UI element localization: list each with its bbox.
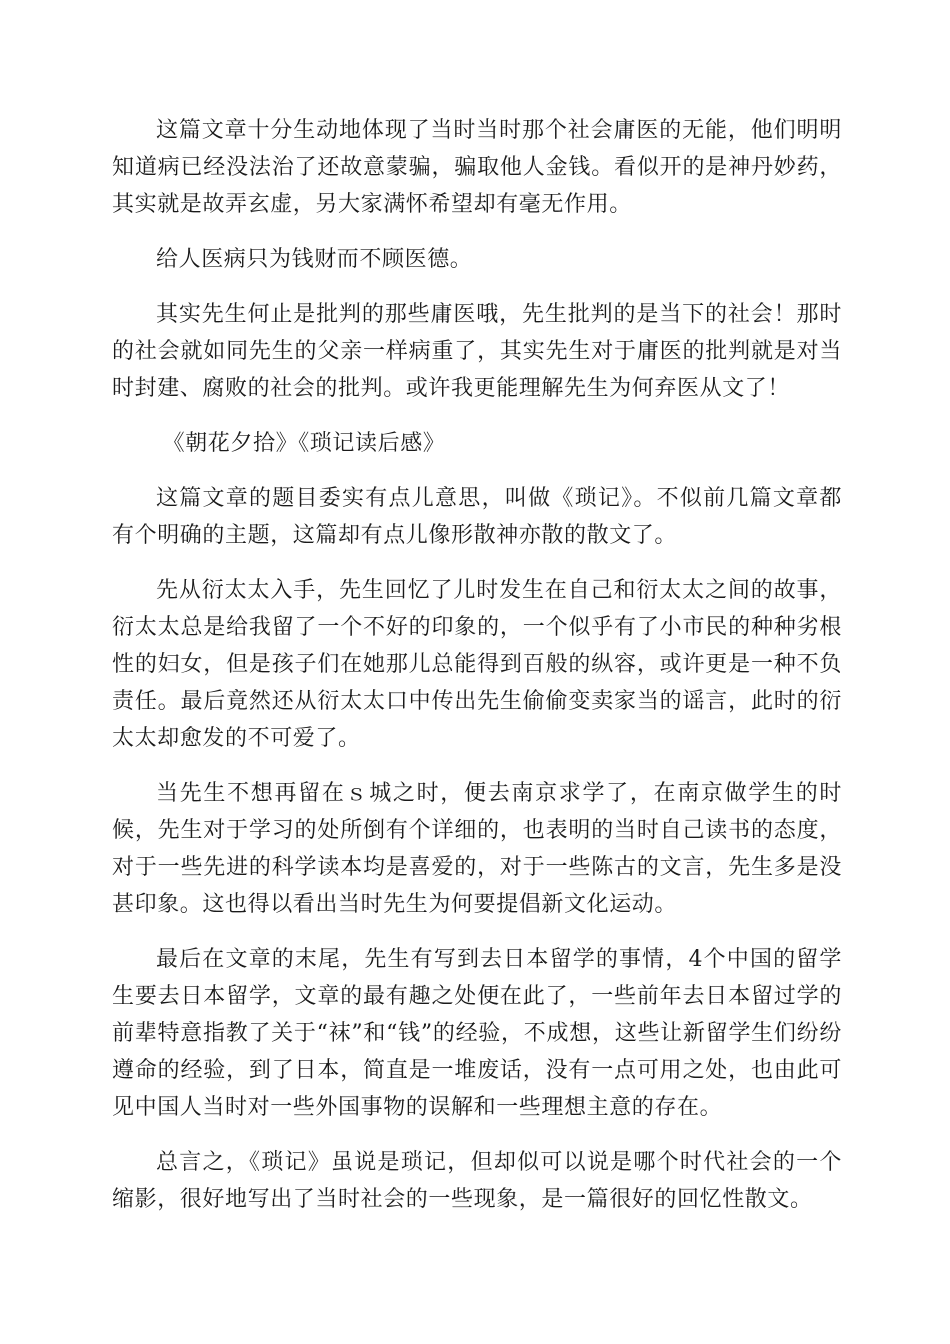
paragraph: 最后在文章的末尾，先生有写到去日本留学的事情，4个中国的留学生要去日本留学，文章的最有趣之处便在此了，一些前年去日本留过学的前辈特意指教了关于“袜”和“钱”的经验，不成想，这些让新留学生们纷纷遵命的经验，到了日本，简直是一堆废话，没有一点可用之处，也由此可见中国人当时对一些外国事物的误解和一些理想主意的存在。 — [112, 947, 842, 1120]
paragraph: 这篇文章十分生动地体现了当时当时那个社会庸医的无能，他们明明知道病已经没法治了还故意蒙骗，骗取他人金钱。看似开的是神丹妙药，其实就是故弄玄虚，另大家满怀希望却有毫无作用。 — [112, 118, 842, 217]
paragraph: 这篇文章的题目委实有点儿意思，叫做《琐记》。不似前几篇文章都有个明确的主题，这篇却有点儿像形散神亦散的散文了。 — [112, 486, 842, 548]
section-title: 《朝花夕拾》《琐记读后感》 — [162, 431, 446, 456]
paragraph: 总言之，《琐记》虽说是琐记，但却似可以说是哪个时代社会的一个缩影，很好地写出了当时社会的一些现象，是一篇很好的回忆性散文。 — [112, 1150, 842, 1212]
paragraph: 其实先生何止是批判的那些庸医哦，先生批判的是当下的社会！那时的社会就如同先生的父亲一样病重了，其实先生对于庸医的批判就是对当时封建、腐败的社会的批判。或许我更能理解先生为何弃医从文了！ — [112, 302, 842, 401]
paragraph: 给人医病只为钱财而不顾医德。 — [156, 247, 473, 272]
paragraph: 当先生不想再留在ｓ城之时，便去南京求学了，在南京做学生的时候，先生对于学习的处所倒有个详细的，也表明的当时自己读书的态度，对于一些先进的科学读本均是喜爱的，对于一些陈古的文言，先生多是没甚印象。这也得以看出当时先生为何要提倡新文化运动。 — [112, 781, 842, 917]
document-body — [112, 112, 842, 1236]
paragraph: 先从衍太太入手，先生回忆了儿时发生在自己和衍太太之间的故事，衍太太总是给我留了一个不好的印象的，一个似乎有了小市民的种种劣根性的妇女，但是孩子们在她那儿总能得到百般的纵容，或许更是一种不负责任。最后竟然还从衍太太口中传出先生偷偷变卖家当的谣言，此时的衍太太却愈发的不可爱了。 — [112, 578, 842, 751]
